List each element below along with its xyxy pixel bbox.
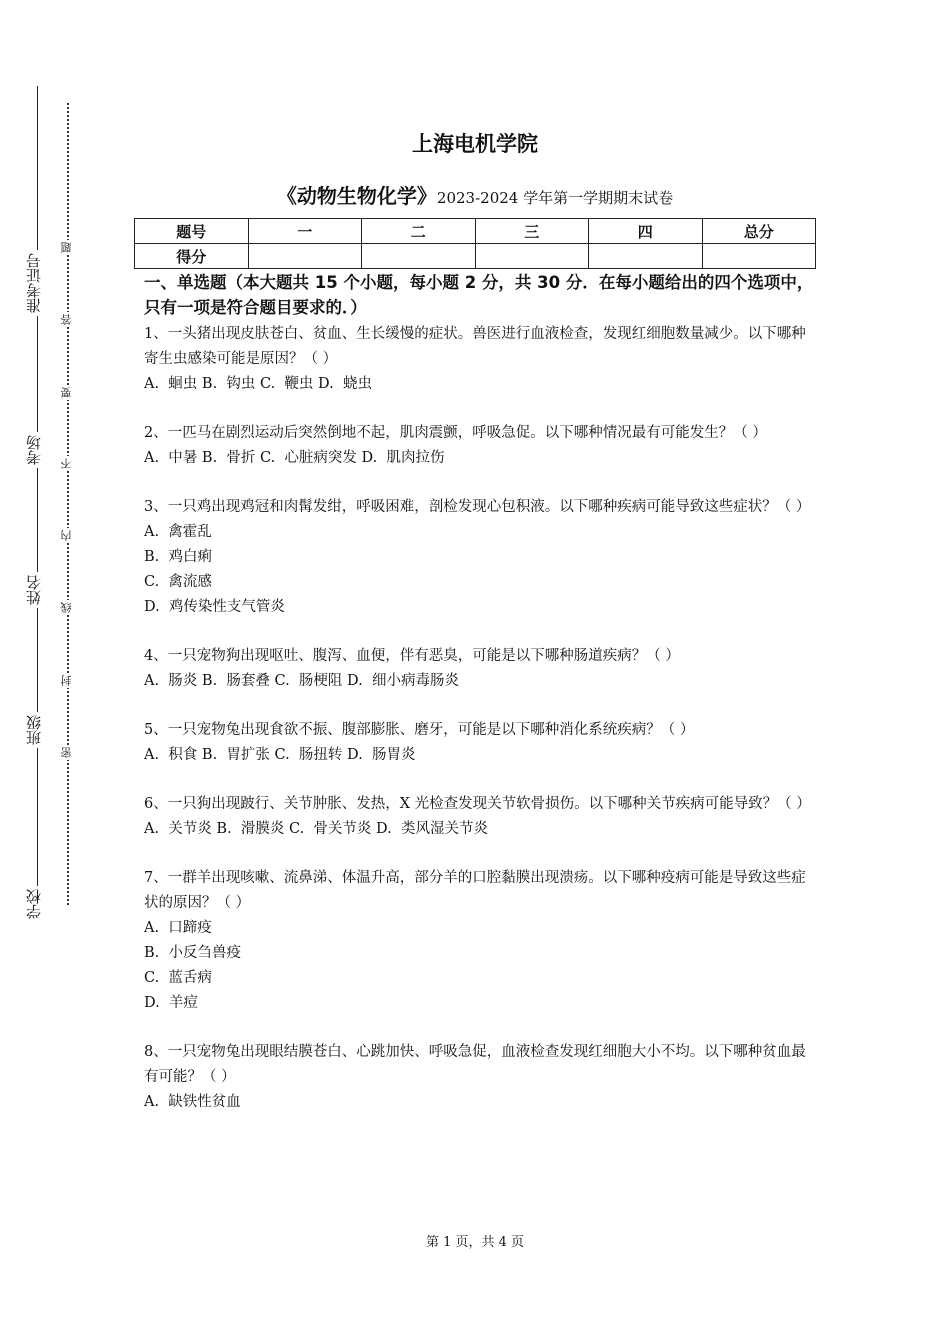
question-stem: 6、一只狗出现跛行、关节肿胀、发热，X 光检查发现关节软骨损伤。以下哪种关节疾病可能导致？（ ） <box>144 796 811 812</box>
col-4: 四 <box>589 219 703 244</box>
page-footer: 第 1 页，共 4 页 <box>425 1235 525 1250</box>
field-school: 学校 <box>16 886 52 922</box>
seal-char-ti: 题 <box>58 240 76 255</box>
exam-title <box>0 180 950 209</box>
option-a: A. 口蹄疫 <box>144 920 212 936</box>
margin-rule <box>37 86 38 920</box>
col-3: 三 <box>475 219 589 244</box>
question-4 <box>144 644 816 694</box>
option-c: C. 禽流感 <box>144 574 212 590</box>
question-options: A. 积食 B. 胃扩张 C. 肠扭转 D. 肠胃炎 <box>144 747 416 763</box>
question-6 <box>144 792 816 842</box>
question-stem: 7、一群羊出现咳嗽、流鼻涕、体温升高，部分羊的口腔黏膜出现溃疡。以下哪种疫病可能是导致这些症状的原因？（ ） <box>144 870 806 911</box>
score-cell-total <box>702 244 816 269</box>
option-d: D. 鸡传染性支气管炎 <box>144 599 285 615</box>
exam-content <box>144 270 816 1139</box>
score-cell-1 <box>248 244 362 269</box>
school-title: 上海电机学院 <box>412 132 538 156</box>
question-stem: 2、一匹马在剧烈运动后突然倒地不起，肌肉震颤，呼吸急促。以下哪种情况最有可能发生？（ ） <box>144 425 767 441</box>
question-8 <box>144 1040 816 1115</box>
seal-char-feng: 封 <box>58 673 76 688</box>
seal-char-mi: 密 <box>58 745 76 760</box>
col-2: 二 <box>362 219 476 244</box>
question-options: A. 关节炎 B. 滑膜炎 C. 骨关节炎 D. 类风湿关节炎 <box>144 821 488 837</box>
row-label-question: 题号 <box>135 219 249 244</box>
seal-char-bu: 不 <box>58 456 76 471</box>
section-heading: 一、单选题（本大题共 15 个小题，每小题 2 分，共 30 分．在每小题给出的四个选项中，只有一项是符合题目要求的．） <box>144 273 814 317</box>
field-class: 班级 <box>16 712 52 748</box>
seal-char-xian: 线 <box>58 600 76 615</box>
option-c: C. 蓝舌病 <box>144 970 212 986</box>
option-d: D. 羊痘 <box>144 995 198 1011</box>
question-stem: 8、一只宠物兔出现眼结膜苍白、心跳加快、呼吸急促，血液检查发现红细胞大小不均。以下哪种贫血最有可能？（ ） <box>144 1044 806 1085</box>
seal-char-da: 答 <box>58 312 76 327</box>
row-label-score: 得分 <box>135 244 249 269</box>
course-title: 《动物生物化学》 <box>276 184 437 208</box>
question-3 <box>144 495 816 620</box>
score-table-header-row <box>135 219 816 244</box>
question-2 <box>144 421 816 471</box>
question-stem: 1、一头猪出现皮肤苍白、贫血、生长缓慢的症状。兽医进行血液检查，发现红细胞数量减少。以下哪种寄生虫感染可能是原因？（ ） <box>144 326 806 367</box>
question-options: A. 蛔虫 B. 钩虫 C. 鞭虫 D. 蛲虫 <box>144 376 372 392</box>
question-stem: 5、一只宠物兔出现食欲不振、腹部膨胀、磨牙，可能是以下哪种消化系统疾病？（ ） <box>144 722 695 738</box>
option-a: A. 缺铁性贫血 <box>144 1094 241 1110</box>
field-name: 姓名 <box>16 572 52 608</box>
question-options: A. 肠炎 B. 肠套叠 C. 肠梗阻 D. 细小病毒肠炎 <box>144 673 459 689</box>
question-options: A. 中暑 B. 骨折 C. 心脏病突发 D. 肌肉拉伤 <box>144 450 445 466</box>
question-7 <box>144 866 816 1016</box>
score-table-score-row <box>135 244 816 269</box>
question-stem: 3、一只鸡出现鸡冠和肉髯发绀，呼吸困难，剖检发现心包积液。以下哪种疾病可能导致这些症状？（ ） <box>144 499 811 515</box>
seal-char-yao: 要 <box>58 385 76 400</box>
field-exam-number: 准考证号 <box>16 250 52 316</box>
seal-char-nei: 内 <box>58 528 76 543</box>
field-exam-room: 考场 <box>16 432 52 468</box>
score-table <box>134 218 816 269</box>
seal-dotted-line <box>67 103 69 905</box>
score-cell-4 <box>589 244 703 269</box>
option-b: B. 鸡白痢 <box>144 549 212 565</box>
option-a: A. 禽霍乱 <box>144 524 212 540</box>
col-total: 总分 <box>702 219 816 244</box>
term-label: 2023-2024 学年第一学期期末试卷 <box>436 189 674 207</box>
score-cell-3 <box>475 244 589 269</box>
option-b: B. 小反刍兽疫 <box>144 945 241 961</box>
score-cell-2 <box>362 244 476 269</box>
question-1 <box>144 322 816 397</box>
question-5 <box>144 718 816 768</box>
question-stem: 4、一只宠物狗出现呕吐、腹泻、血便，伴有恶臭，可能是以下哪种肠道疾病？（ ） <box>144 648 680 664</box>
col-1: 一 <box>248 219 362 244</box>
